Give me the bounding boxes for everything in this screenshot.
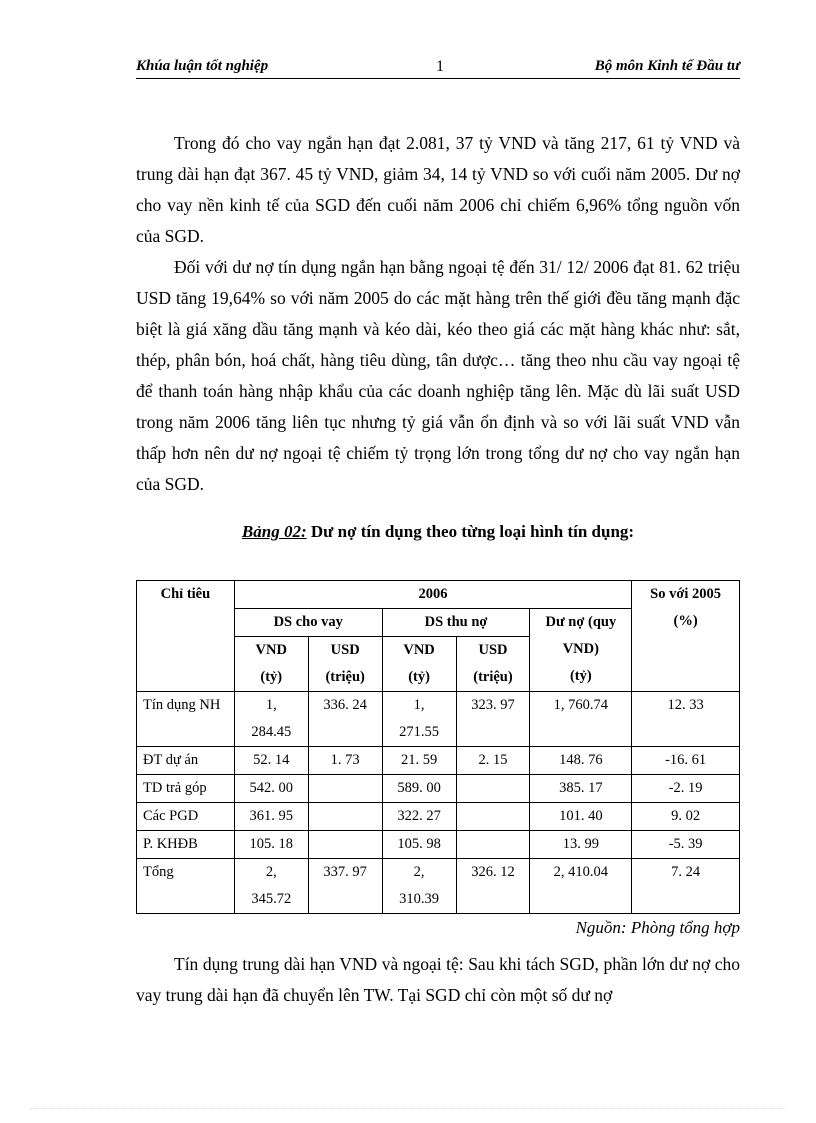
cell-pct: 12. 33	[632, 692, 740, 747]
header-du-no-line3: (tỷ)	[569, 668, 592, 684]
cell-cv-vnd	[234, 859, 308, 914]
header-ds-thu-no: DS thu nợ	[382, 609, 530, 637]
cell-tn-vnd: 322. 27	[382, 803, 456, 831]
header-so-voi-label: So với 2005	[650, 586, 722, 602]
cell-tn-vnd	[382, 859, 456, 914]
page-bottom-divider	[30, 1108, 786, 1109]
header-cv-vnd	[234, 637, 308, 692]
cell-tn-usd	[456, 831, 530, 859]
cell-line: 1,	[413, 697, 425, 713]
cell-cv-usd	[308, 775, 382, 803]
cell-pct: -2. 19	[632, 775, 740, 803]
table-row	[137, 803, 740, 831]
cell-tn-vnd: 105. 98	[382, 831, 456, 859]
page-header	[136, 56, 740, 79]
cell-line: 1,	[265, 697, 277, 713]
header-so-voi-unit: (%)	[673, 613, 698, 629]
cell-line: 2,	[413, 864, 425, 880]
cell-cv-vnd: 52. 14	[234, 747, 308, 775]
cell-pct: -16. 61	[632, 747, 740, 775]
cell-du-no: 13. 99	[530, 831, 632, 859]
table-caption-text: Dư nợ tín dụng theo từng loại hình tín dụng:	[306, 522, 635, 541]
table-row	[137, 692, 740, 747]
cell-du-no: 148. 76	[530, 747, 632, 775]
table-row	[137, 775, 740, 803]
cell-du-no: 1, 760.74	[530, 692, 632, 747]
header-vnd-label: VND	[403, 642, 435, 658]
cell-du-no: 385. 17	[530, 775, 632, 803]
header-so-voi-2005	[632, 581, 740, 692]
cell-pct: 7. 24	[632, 859, 740, 914]
header-department: Bộ môn Kinh tế Đầu tư	[594, 58, 740, 74]
header-cv-usd	[308, 637, 382, 692]
cell-cv-vnd: 542. 00	[234, 775, 308, 803]
header-du-no	[530, 609, 632, 692]
header-tn-usd	[456, 637, 530, 692]
header-vnd-unit: (tỷ)	[260, 669, 283, 685]
header-usd-unit: (triệu)	[325, 669, 365, 685]
cell-pct: -5. 39	[632, 831, 740, 859]
cell-cv-usd	[308, 831, 382, 859]
header-du-no-line2: VND)	[562, 641, 599, 657]
cell-line: 345.72	[251, 891, 292, 907]
cell-tn-usd: 326. 12	[456, 859, 530, 914]
table-caption-label: Bảng 02:	[241, 522, 307, 541]
paragraph-medium-long-term: Tín dụng trung dài hạn VND và ngoại tệ: Sau khi tách SGD, phần lớn dư nợ cho vay trung dài hạn đã chuyển lên TW. Tại SGD chỉ còn một số dư nợ	[136, 954, 740, 1005]
cell-tn-usd	[456, 803, 530, 831]
header-du-no-line1: Dư nợ (quy	[545, 614, 617, 630]
credit-table	[136, 580, 740, 914]
header-thesis-title: Khúa luận tốt nghiệp	[136, 58, 269, 74]
cell-tn-usd: 2. 15	[456, 747, 530, 775]
row-label: Tổng	[137, 859, 235, 914]
cell-line: 2,	[265, 864, 277, 880]
cell-tn-vnd	[382, 692, 456, 747]
header-tn-vnd	[382, 637, 456, 692]
cell-line: 310.39	[399, 891, 440, 907]
header-chi-tieu: Chỉ tiêu	[137, 581, 235, 692]
cell-du-no: 2, 410.04	[530, 859, 632, 914]
row-label: TD trả góp	[137, 775, 235, 803]
cell-cv-vnd	[234, 692, 308, 747]
cell-cv-vnd: 361. 95	[234, 803, 308, 831]
cell-cv-usd: 1. 73	[308, 747, 382, 775]
cell-cv-vnd: 105. 18	[234, 831, 308, 859]
row-label: ĐT dự án	[137, 747, 235, 775]
header-usd-label: USD	[478, 642, 508, 658]
paragraph-short-term-loans: Trong đó cho vay ngắn hạn đạt 2.081, 37 tỷ VND và tăng 217, 61 tỷ VND và trung dài hạn đạt 367. 45 tỷ VND, giảm 34, 14 tỷ VND so với cuối năm 2005. Dư nợ cho vay nền kinh tế của SGD đến cuối năm 2006 chỉ chiếm 6,96% tổng nguồn vốn của SGD.	[136, 133, 740, 246]
table-header-row	[137, 581, 740, 609]
table-row	[137, 747, 740, 775]
cell-cv-usd	[308, 803, 382, 831]
header-ds-cho-vay: DS cho vay	[234, 609, 382, 637]
cell-pct: 9. 02	[632, 803, 740, 831]
page-number: 1	[436, 58, 444, 75]
cell-du-no: 101. 40	[530, 803, 632, 831]
cell-line: 284.45	[251, 724, 292, 740]
row-label: Tín dụng NH	[137, 692, 235, 747]
table-row-total	[137, 859, 740, 914]
header-usd-label: USD	[330, 642, 360, 658]
cell-tn-usd: 323. 97	[456, 692, 530, 747]
cell-tn-vnd: 21. 59	[382, 747, 456, 775]
paragraph-foreign-currency-credit: Đối với dư nợ tín dụng ngắn hạn bằng ngoại tệ đến 31/ 12/ 2006 đạt 81. 62 triệu USD tăng 19,64% so với năm 2005 do các mặt hàng trên thế giới đều tăng mạnh đặc biệt là giá xăng dầu tăng mạnh và kéo dài, kéo theo giá các mặt hàng khác như: sắt, thép, phân bón, hoá chất, hàng tiêu dùng, tân dược… tăng theo nhu cầu vay ngoại tệ để thanh toán hàng nhập khẩu của các doanh nghiệp tăng lên. Mặc dù lãi suất USD trong năm 2006 tăng liên tục nhưng tỷ giá vẫn ổn định và so với lãi suất VND vẫn thấp hơn nên dư nợ ngoại tệ chiếm tỷ trọng lớn trong tổng dư nợ cho vay ngắn hạn của SGD.	[136, 257, 740, 494]
cell-tn-vnd: 589. 00	[382, 775, 456, 803]
header-usd-unit: (triệu)	[473, 669, 513, 685]
row-label: Các PGD	[137, 803, 235, 831]
row-label: P. KHĐB	[137, 831, 235, 859]
table-row	[137, 831, 740, 859]
cell-cv-usd: 337. 97	[308, 859, 382, 914]
header-vnd-unit: (tỷ)	[408, 669, 430, 685]
cell-tn-usd	[456, 775, 530, 803]
table-source: Nguồn: Phòng tổng hợp	[575, 918, 740, 937]
cell-cv-usd: 336. 24	[308, 692, 382, 747]
header-year: 2006	[234, 581, 631, 609]
table-caption	[136, 522, 740, 542]
header-vnd-label: VND	[255, 642, 287, 658]
cell-line: 271.55	[399, 724, 440, 740]
